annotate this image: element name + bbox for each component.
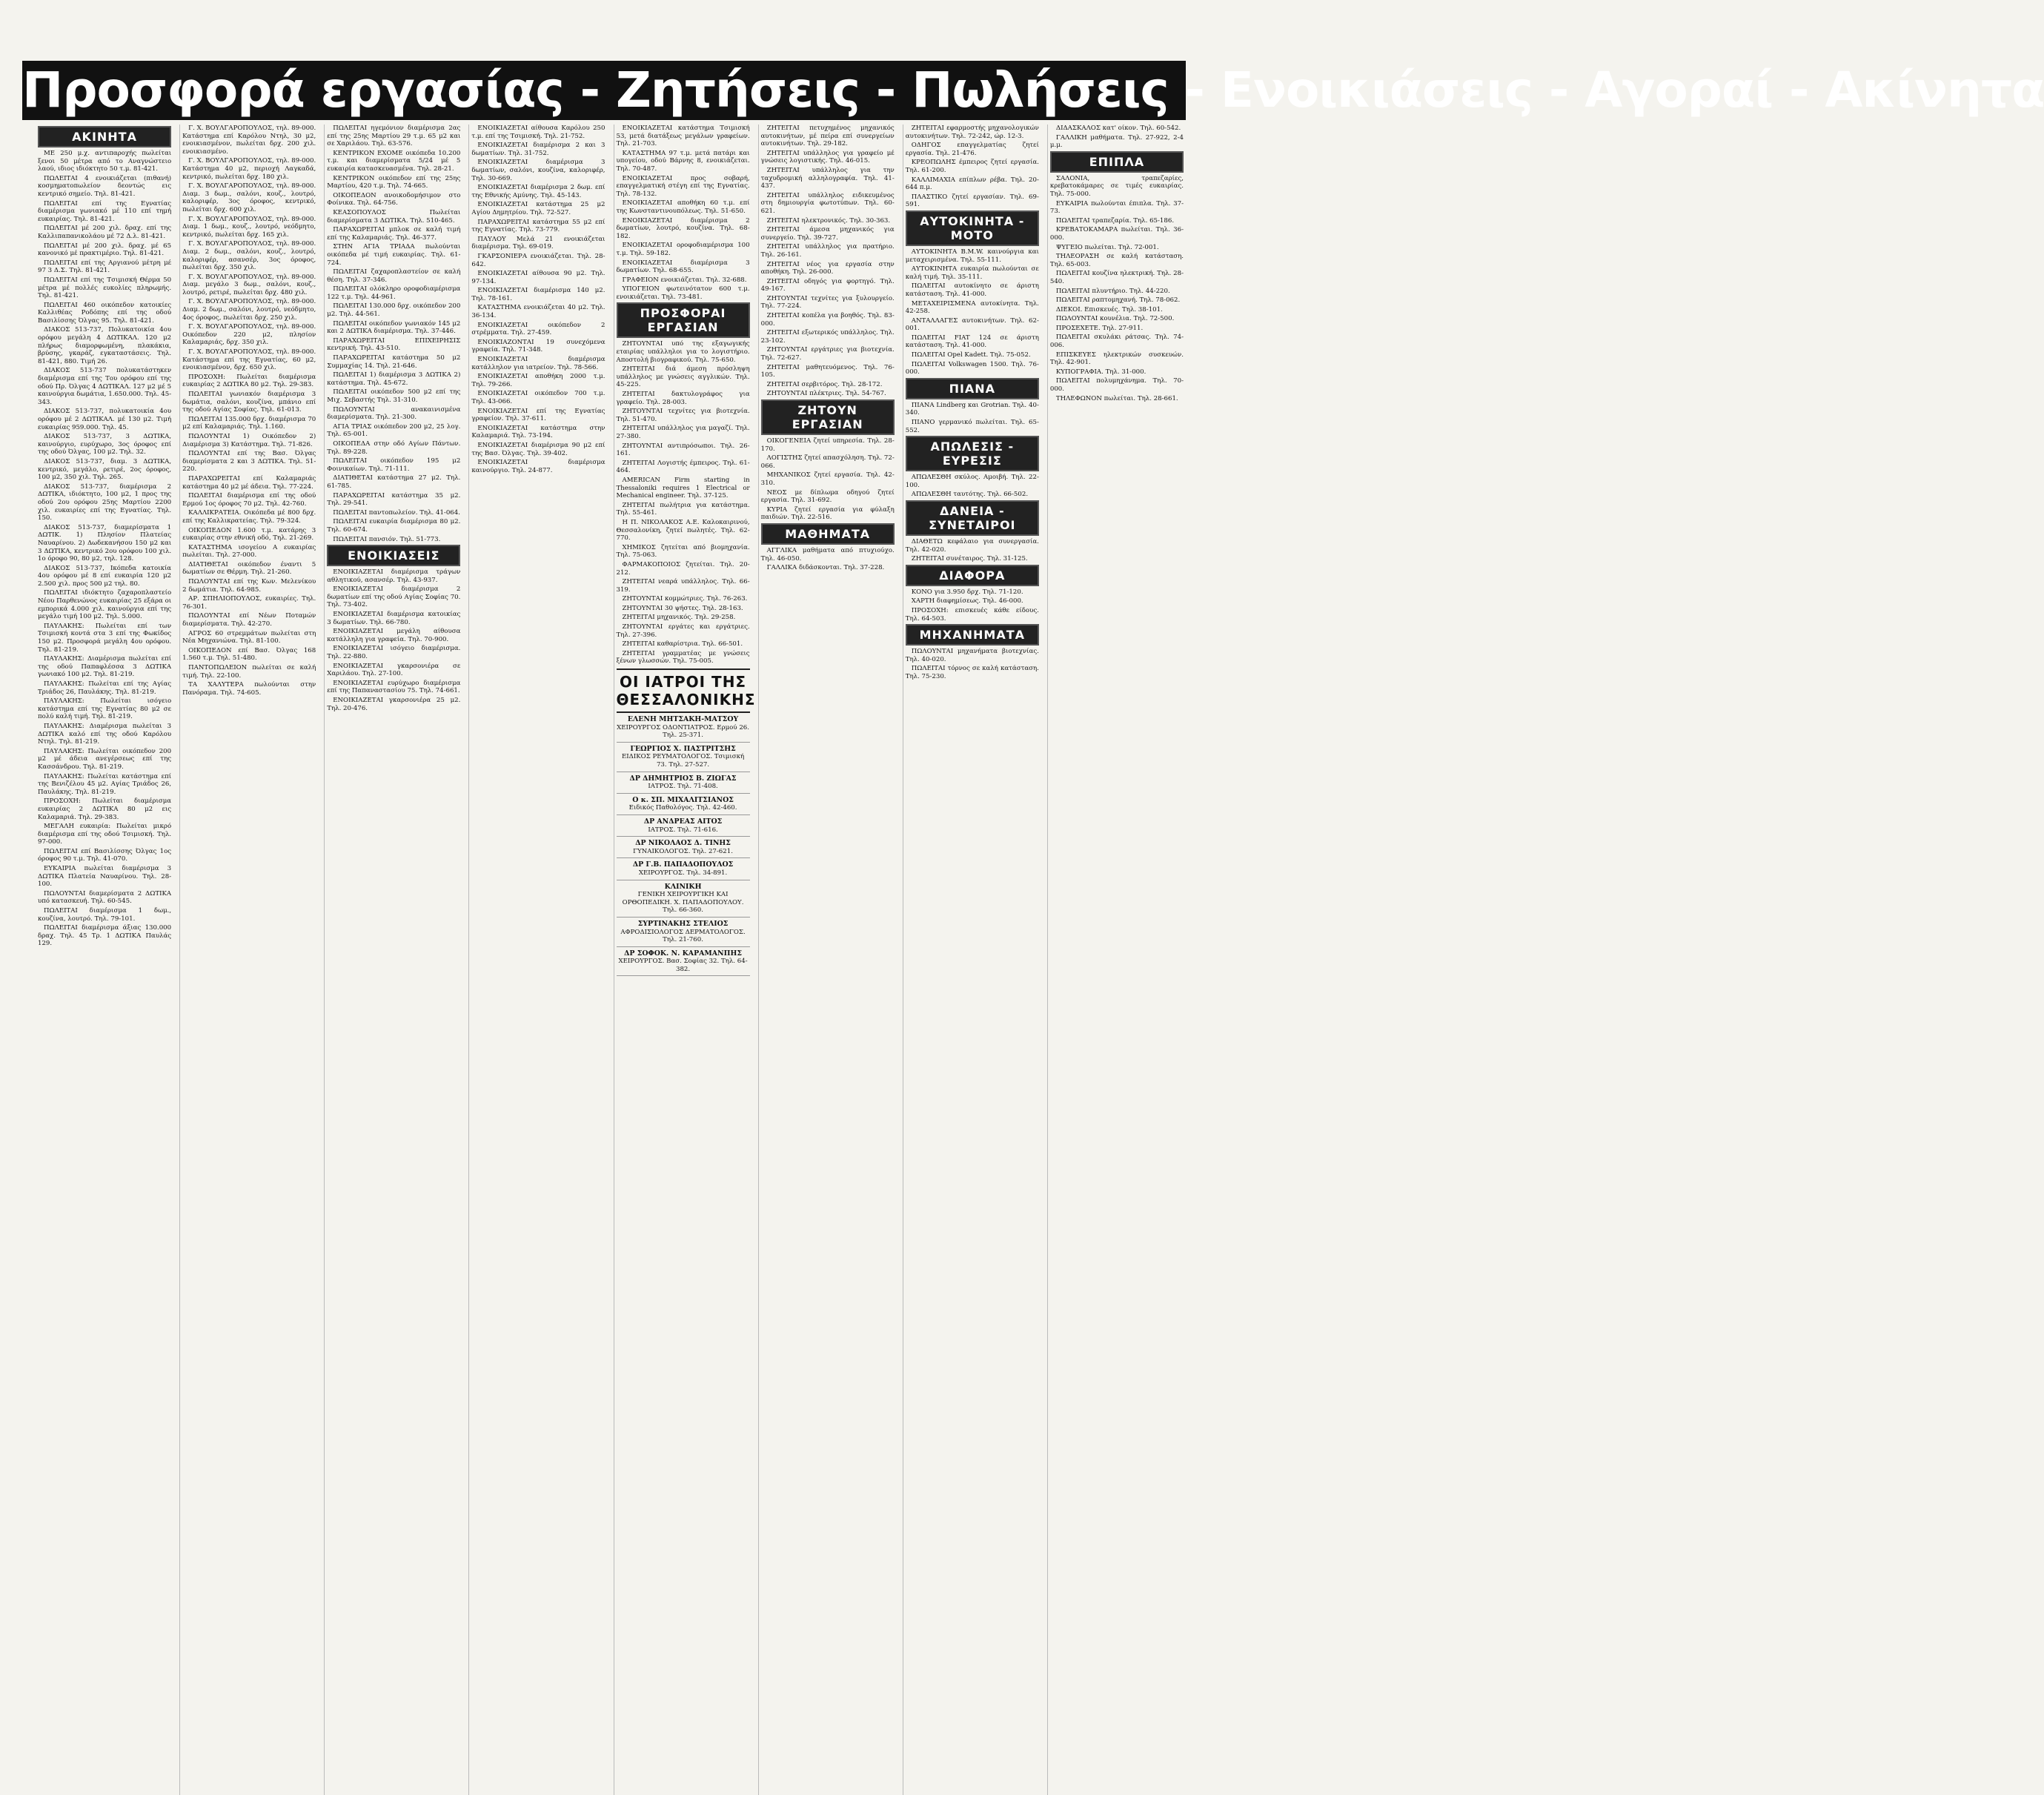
classified-ad: ΠΡΟΣΟΧΗ: Πωλείται διαμέρισμα ευκαιρίας 2 ΔΩΤΙΚΑ 80 μ2 εις Καλαμαριά. Τηλ. 29-383. bbox=[38, 797, 172, 821]
doctor-name: ΣΥΡΤΙΝΑΚΗΣ ΣΤΕΛΙΟΣ bbox=[637, 919, 729, 928]
classified-ad: ΠΩΛΕΙΤΑΙ 130.000 δρχ. οικόπεδον 200 μ2. Τηλ. 44-561. bbox=[327, 302, 461, 319]
section-heading: ΑΠΩΛΕΣΙΣ - ΕΥΡΕΣΙΣ bbox=[906, 436, 1039, 471]
classified-ad: ΕΝΟΙΚΙΑΖΕΤΑΙ διαμέρισμα καινούργιο. Τηλ. 24-877. bbox=[471, 459, 605, 474]
classified-ad: Η Π. ΝΙΚΟΛΑΚΟΣ Α.Ε. Καλοκαιρινού, Θεσσαλονίκη, ζητεί πωλητές. Τηλ. 62-770. bbox=[616, 518, 750, 543]
doctor-name: ΔΡ ΝΙΚΟΛΑΟΣ Δ. ΤΙΝΗΣ bbox=[635, 839, 731, 848]
column bbox=[903, 125, 1041, 1795]
classified-ad: ΠΙΑΝΑ Lindberg και Grotrian. Τηλ. 40-340. bbox=[905, 401, 1039, 417]
classified-ad: ΧΑΡΤΗ διαφημίσεως. Τηλ. 46-000. bbox=[911, 597, 1023, 605]
classified-ad: ΕΝΟΙΚΙΑΖΕΤΑΙ οροφοδιαμέρισμα 100 τ.μ. Τηλ. 59-182. bbox=[616, 242, 750, 257]
classified-ad: ΚΕΝΤΡΙΚΟΝ ΕΧΟΜΕ οικόπεδα 10.200 τ.μ. και διαμερίσματα 5/24 μέ 5 ευκαιρία κατασκευασμένα. Τηλ. 28-21. bbox=[327, 149, 461, 173]
classified-ad: ΠΩΛΕΙΤΑΙ παντοπωλείον. Τηλ. 41-064. bbox=[333, 508, 460, 517]
classified-ad: ΜΕΓΑΛΗ ευκαιρία: Πωλείται μικρό διαμέρισμα επί της οδού Τσιμισκή. Τηλ. 97-000. bbox=[38, 823, 172, 846]
classified-ad: ΠΙΑΝΟ γερμανικό πωλείται. Τηλ. 65-552. bbox=[905, 419, 1039, 434]
classified-ad: ΑΠΩΛΕΣΘΗ ταυτότης. Τηλ. 66-502. bbox=[911, 491, 1029, 499]
doctor-listing bbox=[617, 950, 750, 977]
classified-ad: ΕΝΟΙΚΙΑΖΕΤΑΙ διαμέρισμα κατάλληλον για ιατρείον. Τηλ. 78-566. bbox=[471, 356, 605, 371]
section-heading: ΔΙΑΦΟΡΑ bbox=[906, 565, 1039, 586]
doctor-listing bbox=[617, 883, 750, 918]
masthead-title: Προσφορά εργασίας - Ζητήσεις - Πωλήσεις - Ενοικιάσεις - Αγοραί - Ακίνητα bbox=[22, 62, 2044, 119]
classified-ad: ΟΙΚΟΓΕΝΕΙΑ ζητεί υπηρεσία. Τηλ. 28-170. bbox=[760, 437, 895, 453]
classified-ad: ΖΗΤΕΙΤΑΙ εξωτερικός υπάλληλος. Τηλ. 23-102. bbox=[760, 329, 895, 345]
classified-ad: ΖΗΤΕΙΤΑΙ δακτυλογράφος για γραφείο. Τηλ. 28-003. bbox=[616, 391, 750, 406]
classified-ad: ΠΩΛΟΥΝΤΑΙ επί της Βασ. Όλγας διαμερίσματα 2 και 3 ΔΩΤΙΚΑ. Τηλ. 51-220. bbox=[182, 450, 316, 474]
classified-ad: ΕΝΟΙΚΙΑΖΕΤΑΙ γκαρσονιέρα σε Χαριλάου. Τηλ. 27-100. bbox=[327, 662, 461, 678]
masthead-banner bbox=[22, 61, 2044, 120]
classified-ad: ΟΙΚΟΠΕΔΑ στην οδό Αγίων Πάντων. Τηλ. 89-228. bbox=[327, 439, 461, 456]
classified-ad: ΠΑΡΑΧΩΡΕΙΤΑΙ κατάστημα 50 μ2 Συμμαχίας 14. Τηλ. 21-646. bbox=[327, 354, 461, 370]
classified-ad: Γ. Χ. ΒΟΥΛΓΑΡΟΠΟΥΛΟΣ, τηλ. 89-000. Διαμ. μεγάλο 3 δωμ., σαλόνι, κουζ., λουτρό, ρετιρέ, πωλείται δρχ. 480 χιλ. bbox=[182, 273, 316, 296]
classified-ad: ΖΗΤΕΙΤΑΙ Λογιστής έμπειρος. Τηλ. 61-464. bbox=[616, 459, 750, 475]
classified-ad: Γ. Χ. ΒΟΥΛΓΑΡΟΠΟΥΛΟΣ, τηλ. 89-000. Διαμ. 1 δωμ., κουζ., λουτρό, νεόδμητο, κεντρικό, πωλείται δρχ. 165 χιλ. bbox=[182, 215, 316, 239]
classified-ad: ΑΓΓΛΙΚΑ μαθήματα από πτυχιούχο. Τηλ. 46-050. bbox=[760, 546, 895, 563]
doctor-details: ΧΕΙΡΟΥΡΓΟΣ. Βασ. Σοφίας 32. Τηλ. 64-382. bbox=[618, 958, 748, 973]
classified-ad: ΚΑΤΑΣΤΗΜΑ ενοικιάζεται 40 μ2. Τηλ. 36-134. bbox=[471, 304, 605, 320]
section-heading: ΜΗΧΑΝΗΜΑΤΑ bbox=[906, 624, 1039, 646]
column bbox=[1047, 125, 1186, 1795]
classified-ad: ΕΝΟΙΚΙΑΖΕΤΑΙ προς σοβαρή, επαγγελματική στέγη επί της Εγνατίας. Τηλ. 78-132. bbox=[616, 174, 750, 198]
classified-ad: ΖΗΤΟΥΝΤΑΙ τεχνίτες για ξυλουργείο. Τηλ. 77-224. bbox=[760, 294, 895, 311]
classified-ad: ΕΝΟΙΚΙΑΖΕΤΑΙ κατάστημα Τσιμισκή 53, μετά διατάξεως μεγάλων γραφείων. Τηλ. 21-703. bbox=[616, 125, 750, 148]
classified-ad: ΠΩΛΕΙΤΑΙ διαμέρισμα 1 δωμ., κουζίνα, λουτρό. Τηλ. 79-101. bbox=[38, 907, 172, 923]
classified-columns bbox=[36, 125, 1186, 1795]
classified-ad: ΠΩΛΕΙΤΑΙ επί της Τσιμισκή Θέρμα 50 μέτρα μέ πολλές ευκολίες πληρωμής. Τηλ. 81-421. bbox=[38, 276, 172, 300]
section-heading: ΠΙΑΝΑ bbox=[906, 378, 1039, 399]
doctor-details: ΧΕΙΡΟΥΡΓΟΣ ΟΔΟΝΤΙΑΤΡΟΣ. Ερμού 26. Τηλ. 25-371. bbox=[617, 723, 749, 740]
classified-ad: ΑΥΤΟΚΙΝΗΤΑ ευκαιρία πωλούνται σε καλή τιμή. Τηλ. 35-111. bbox=[905, 265, 1039, 281]
column bbox=[468, 125, 607, 1795]
classified-ad: ΤΑ ΧΑΛΥΤΕΡΑ πωλούνται στην Πανόραμα. Τηλ. 74-605. bbox=[182, 681, 316, 697]
doctor-name: ΕΛΕΝΗ ΜΗΤΣΑΚΗ-ΜΑΤΣΟΥ bbox=[627, 715, 739, 724]
classified-ad: ΠΩΛΕΙΤΑΙ διαμέρισμα άξιας 130.000 δραχ. Τηλ. 45 Τρ. 1 ΔΩΤΙΚΑ Παυλάς 129. bbox=[38, 924, 172, 948]
classified-ad: ΠΩΛΟΥΝΤΑΙ επί της Κων. Μελενίκου 2 δωμάτια. Τηλ. 64-985. bbox=[182, 578, 316, 594]
classified-ad: ΔΙΑΘΕΤΩ κεφάλαιο για συνεργασία. Τηλ. 42-020. bbox=[905, 538, 1039, 554]
classified-ad: ΠΑΡΑΧΩΡΕΙΤΑΙ μπλοκ σε καλή τιμή επί της Καλαμαριάς. Τηλ. 46-377. bbox=[327, 226, 461, 242]
classified-ad: ΕΠΙΣΚΕΥΕΣ ηλεκτρικών συσκευών. Τηλ. 42-901. bbox=[1049, 351, 1184, 367]
classified-ad: ΠΑΡΑΧΩΡΕΙΤΑΙ ΕΠΙΧΕΙΡΗΣΙΣ κεντρική. Τηλ. 43-510. bbox=[327, 336, 461, 353]
classified-ad: ΖΗΤΕΙΤΑΙ σερβιτόρος. Τηλ. 28-172. bbox=[766, 380, 883, 388]
classified-ad: ΠΩΛΕΙΤΑΙ ζαχαροπλαστείον σε καλή θέση. Τηλ. 37-346. bbox=[327, 268, 461, 284]
classified-ad: ΔΙΑΚΟΣ 513-737, Πολυκατοικία 4ου ορόφου μεγάλη 4 ΔΩΤΙΚΑΛ. 120 μ2 πλήρως διαμορφωμένη, πλακάκια, βρύσης, γκαράζ, εγκαταστάσεις. Τηλ. 81-421, 880. Τιμή 26. bbox=[38, 326, 172, 365]
classified-ad: ΖΗΤΕΙΤΑΙ κοπέλα για βοηθός. Τηλ. 83-000. bbox=[760, 312, 895, 328]
classified-ad: ΤΗΛΕΟΡΑΣΗ σε καλή κατάσταση. Τηλ. 65-003. bbox=[1049, 253, 1184, 268]
classified-ad: ΔΙΑΚΟΣ 513-737, διαμέρισμα 2 ΔΩΤΙΚΑ, ιδιόκτητο, 100 μ2, 1 προς της οδού 2ου ορόφου 25ης Μαρτίου 2200 χιλ. ευκαιρίες επί της Εγνατίας. Τηλ. 150. bbox=[38, 482, 172, 522]
classified-ad: ΠΩΛΟΥΝΤΑΙ διαμερίσματα 2 ΔΩΤΙΚΑ υπό κατασκευή. Τηλ. 60-545. bbox=[38, 889, 172, 906]
classified-ad: ΠΩΛΕΙΤΑΙ επί της Αργιανού μέτρη μέ 97 3 Δ.Σ. Τηλ. 81-421. bbox=[38, 259, 172, 275]
classified-ad: ΚΟΝΟ για 3.950 δρχ. Τηλ. 71-120. bbox=[911, 588, 1023, 596]
classified-ad: ΦΑΡΜΑΚΟΠΟΙΟΣ ζητείται. Τηλ. 20-212. bbox=[616, 560, 750, 577]
classified-ad: ΖΗΤΟΥΝΤΑΙ υπό της εξαγωγικής εταιρίας υπάλληλοι για το λογιστήριο. Αποστολή βιογραφικού. Τηλ. 75-650. bbox=[616, 340, 750, 364]
classified-ad: ΚΑΛΛΙΜΑΧΙΑ επίπλων ρέβα. Τηλ. 20-644 π.μ. bbox=[905, 176, 1039, 192]
classified-ad: ΕΝΟΙΚΙΑΖΟΝΤΑΙ 19 συνεχόμενα γραφεία. Τηλ. 71-348. bbox=[471, 338, 605, 354]
classified-ad: ΠΩΛΕΙΤΑΙ οικόπεδον 195 μ2 Φοινικαίων. Τηλ. 71-111. bbox=[327, 457, 461, 473]
column bbox=[179, 125, 318, 1795]
doctors-heading: ΟΙ ΙΑΤΡΟΙ ΤΗΣ ΘΕΣΣΑΛΟΝΙΚΗΣ bbox=[617, 668, 750, 713]
classified-ad: ΠΩΛΕΙΤΑΙ μέ 200 χιλ. δραχ. επί της Καλλιπαπανικολάου μέ 72 Δ.λ. 81-421. bbox=[38, 225, 172, 240]
classified-ad: ΖΗΤΕΙΤΑΙ οδηγός για φορτηγό. Τηλ. 49-167. bbox=[760, 277, 895, 293]
classified-ad: AMERICAN Firm starting in Thessaloniki requires 1 Electrical or Mechanical engineer. Tηλ. 37-125. bbox=[616, 476, 750, 500]
classified-ad: Γ. Χ. ΒΟΥΛΓΑΡΟΠΟΥΛΟΣ, τηλ. 89-000. Οικόπεδον 220 μ2, πλησίον Καλαμαριάς, δρχ. 350 χιλ. bbox=[182, 323, 316, 347]
doctor-details: ΑΦΡΟΔΙΣΙΟΛΟΓΟΣ ΔΕΡΜΑΤΟΛΟΓΟΣ. Τηλ. 21-760. bbox=[620, 928, 746, 944]
classified-ad: ΕΝΟΙΚΙΑΖΕΤΑΙ διαμέρισμα 2 δωμ. επί της Εθνικής Αμύνης. Τηλ. 45-143. bbox=[471, 184, 605, 199]
classified-ad: Γ. Χ. ΒΟΥΛΓΑΡΟΠΟΥΛΟΣ, τηλ. 89-000. Διαμ. 3 δωμ., σαλόνι, κουζ., λουτρό, καλοριφέρ, 3ος όροφος, κεντρικό, πωλείται δρχ. 600 χιλ. bbox=[182, 182, 316, 213]
classified-ad: ΖΗΤΕΙΤΑΙ μηχανικός. Τηλ. 29-258. bbox=[622, 614, 736, 622]
classified-ad: ΠΩΛΕΙΤΑΙ ευκαιρία διαμέρισμα 80 μ2. Τηλ. 60-674. bbox=[327, 518, 461, 534]
classified-ad: ΖΗΤΟΥΝΤΑΙ εργάτες και εργάτριες. Τηλ. 27-396. bbox=[616, 623, 750, 639]
doctor-listing bbox=[617, 818, 750, 837]
classified-ad: ΑΝΤΑΛΛΑΓΕΣ αυτοκινήτων. Τηλ. 62-001. bbox=[905, 316, 1039, 333]
classified-ad: Γ. Χ. ΒΟΥΛΓΑΡΟΠΟΥΛΟΣ, τηλ. 89-000. Διαμ. 2 δωμ., σαλόνι, λουτρό, νεόδμητο, 4ος όροφος, πωλείται δρχ. 250 χιλ. bbox=[182, 298, 316, 322]
doctor-name: ΔΡ ΔΗΜΗΤΡΙΟΣ Β. ΖΙΩΓΑΣ bbox=[629, 774, 737, 783]
classified-ad: ΣΤΗΝ ΑΓΙΑ ΤΡΙΑΔΑ πωλούνται οικόπεδα μέ τιμή ευκαιρίας. Τηλ. 61-724. bbox=[327, 243, 461, 267]
classified-ad: ΔΙΑΚΟΣ 513-737 πολυκατάστηκεν διαμέρισμα επί της Του ορόφου επί της οδού Πρ. Όλγας 4 ΔΩΤΙΚΑΛ. 127 μ2 μέ 5 καινούργια δωμάτια, 1.650.000. Τηλ. 45-343. bbox=[38, 367, 172, 406]
classified-ad: ΧΗΜΙΚΟΣ ζητείται από βιομηχανία. Τηλ. 75-063. bbox=[616, 543, 750, 560]
classified-ad: ΠΑΡΑΧΩΡΕΙΤΑΙ επί Καλαμαριάς κατάστημα 40 μ2 μέ άδεια. Τηλ. 77-224. bbox=[182, 474, 316, 491]
classified-ad: ΔΙΑΤΙΘΕΤΑΙ οικόπεδον έναντι 5 δωματίων σε Θέρμη. Τηλ. 21-260. bbox=[182, 560, 316, 577]
classified-ad: ΜΕ 250 μ.χ. αντιπαροχής πωλείται ξενοι 50 μέτρα από το Αναγνώστειο λαού, ιδιος ιδιόκτητο 50 τ.μ. 81-421. bbox=[38, 150, 172, 173]
doctor-name: ΔΡ ΑΝΔΡΕΑΣ ΑΙΤΟΣ bbox=[643, 817, 723, 826]
classified-ad: ΔΙΕΚΟΙ. Επισκευές. Τηλ. 38-101. bbox=[1055, 305, 1163, 313]
section-heading: ΑΥΤΟΚΙΝΗΤΑ - ΜΟΤΟ bbox=[906, 210, 1039, 246]
doctor-details: ΙΑΤΡΟΣ. Τηλ. 71-616. bbox=[648, 826, 718, 834]
classified-ad: ΠΑΝΤΟΠΩΛΕΙΟΝ πωλείται σε καλή τιμή. Τηλ. 22-100. bbox=[182, 664, 316, 680]
doctor-listing bbox=[617, 840, 750, 858]
classified-ad: ΜΕΤΑΧΕΙΡΙΣΜΕΝΑ αυτοκίνητα. Τηλ. 42-258. bbox=[905, 299, 1039, 316]
classified-ad: ΠΩΛΕΙΤΑΙ κουζίνα ηλεκτρική. Τηλ. 28-540. bbox=[1049, 270, 1184, 285]
section-heading: ΕΠΙΠΛΑ bbox=[1050, 151, 1184, 173]
classified-ad: ΟΙΚΟΠΕΔΟΝ επί Βασ. Όλγας 168 1.560 τ.μ. Τηλ. 51-480. bbox=[182, 646, 316, 663]
classified-ad: ΕΝΟΙΚΙΑΖΕΤΑΙ ισόγειο διαμέρισμα. Τηλ. 22-880. bbox=[327, 645, 461, 661]
classified-ad: ΠΩΛΕΙΤΑΙ Opel Kadett. Τηλ. 75-052. bbox=[911, 351, 1031, 359]
classified-ad: ΖΗΤΕΙΤΑΙ καθαρίστρια. Τηλ. 66-501. bbox=[622, 640, 743, 648]
classified-ad: ΠΩΛΕΙΤΑΙ πλυντήριο. Τηλ. 44-220. bbox=[1055, 287, 1170, 295]
classified-ad: ΓΑΛΛΙΚΑ διδάσκονται. Τηλ. 37-228. bbox=[766, 564, 885, 572]
classified-ad: ΚΥΡΙΑ ζητεί εργασία για φύλαξη παιδιών. Τηλ. 22-516. bbox=[760, 505, 895, 522]
classified-ad: ΠΑΡΑΧΩΡΕΙΤΑΙ κατάστημα 35 μ2. Τηλ. 29-541. bbox=[327, 491, 461, 508]
doctor-listing bbox=[617, 746, 750, 772]
classified-ad: ΖΗΤΟΥΝΤΑΙ πλέκτριες. Τηλ. 54-767. bbox=[766, 390, 886, 398]
column bbox=[758, 125, 897, 1795]
classified-ad: ΠΩΛΕΙΤΑΙ 460 οικόπεδον κατοικίες Καλλιθέας Ροδόπης επί της οδού Βασιλίσσης Όλγας 95. Τηλ. 81-421. bbox=[38, 301, 172, 325]
classified-ad: ΠΩΛΕΙΤΑΙ 4 ενοικιάζεται (πιθανή) κοσμηματοπωλείον δεοντώς εις κεντρικό σημείο. Τηλ. 81-421. bbox=[38, 174, 172, 198]
classified-ad: ΑΥΤΟΚΙΝΗΤΑ Β.Μ.W. καινούργια και μεταχειρισμένα. Τηλ. 55-111. bbox=[905, 248, 1039, 264]
doctor-listing bbox=[617, 861, 750, 880]
classified-ad: ΠΩΛΕΙΤΑΙ ηγεμόνιον διαμέρισμα 2ας επί της 25ης Μαρτίου 29 τ.μ. 65 μ2 και σε Χαριλάου. Τηλ. 63-576. bbox=[327, 125, 461, 148]
classified-ad: ΕΝΟΙΚΙΑΖΕΤΑΙ επί της Εγνατίας γραφείον. Τηλ. 37-611. bbox=[471, 407, 605, 423]
classified-ad: ΜΗΧΑΝΙΚΟΣ ζητεί εργασία. Τηλ. 42-310. bbox=[760, 471, 895, 487]
classified-ad: ΖΗΤΕΙΤΑΙ υπάλληλος για πρατήριο. Τηλ. 26-161. bbox=[760, 243, 895, 259]
section-heading: ΑΚΙΝΗΤΑ bbox=[38, 126, 171, 147]
classified-ad: ΠΑΥΛΟΥ Μελά 21 ενοικιάζεται διαμέρισμα. Τηλ. 69-019. bbox=[471, 235, 605, 251]
classified-ad: ΠΩΛΕΙΤΑΙ τραπεζαρία. Τηλ. 65-186. bbox=[1055, 216, 1175, 225]
classified-ad: ΔΙΑΚΟΣ 513-737, διαμερίσματα 1 ΔΩΤΙΚ. 1) Πλησίον Πλατείας Ναυαρίνου. 2) Δωδεκανήσου 150 μ2 και 3 ΔΩΤΙΚΑ, κεντρικό 2ου ορόφου 100 χιλ. 1ο όροφο 90, 80 μ2, τηλ. 128. bbox=[38, 523, 172, 563]
classified-ad: ΠΑΥΛΑΚΗΣ: Πωλείται ισόγειο κατάστημα επί της Εγνατίας 80 μ2 σε πολύ καλή τιμή. Τηλ. 81-219. bbox=[38, 697, 172, 721]
classified-ad: ΖΗΤΕΙΤΑΙ υπάλληλος για την ταχυδρομική αλληλογραφία. Τηλ. 41-437. bbox=[760, 166, 895, 190]
classified-ad: ΠΩΛΕΙΤΑΙ σκυλάκι ράτσας. Τηλ. 74-006. bbox=[1049, 334, 1184, 350]
classified-ad: ΝΕΟΣ με δίπλωμα οδηγού ζητεί εργασία. Τηλ. 31-692. bbox=[760, 488, 895, 505]
classified-ad: ΠΩΛΟΥΝΤΑΙ επί Νέων Ποταμών διαμερίσματα. Τηλ. 42-270. bbox=[182, 612, 316, 628]
classified-ad: ΕΝΟΙΚΙΑΖΕΤΑΙ μεγάλη αίθουσα κατάλληλη για γραφεία. Τηλ. 70-900. bbox=[327, 628, 461, 643]
classified-ad: ΠΩΛΕΙΤΑΙ οικόπεδον γωνιακόν 145 μ2 και 2 ΔΩΤΙΚΑ διαμέρισμα. Τηλ. 37-446. bbox=[327, 319, 461, 336]
doctor-name: ΔΡ Γ.Β. ΠΑΠΑΔΟΠΟΥΛΟΣ bbox=[632, 860, 734, 869]
classified-ad: ΕΝΟΙΚΙΑΖΕΤΑΙ διαμέρισμα 90 μ2 επί της Βασ. Όλγας. Τηλ. 39-402. bbox=[471, 441, 605, 457]
classified-ad: ΕΝΟΙΚΙΑΖΕΤΑΙ οικόπεδον 700 τ.μ. Τηλ. 43-066. bbox=[471, 390, 605, 405]
classified-ad: ΨΥΓΕΙΟ πωλείται. Τηλ. 72-001. bbox=[1055, 243, 1159, 251]
classified-ad: ΕΝΟΙΚΙΑΖΕΤΑΙ αποθήκη 60 τ.μ. επί της Κωνσταντινουπόλεως. Τηλ. 51-650. bbox=[616, 199, 750, 215]
classified-ad: ΠΩΛΕΙΤΑΙ FIAT 124 σε άριστη κατάσταση. Τηλ. 41-000. bbox=[905, 334, 1039, 350]
classified-ad: ΖΗΤΕΙΤΑΙ νέος για εργασία στην αποθήκη. Τηλ. 26-000. bbox=[760, 260, 895, 276]
classified-ad: ΖΗΤΕΙΤΑΙ συνέταιρος. Τηλ. 31-125. bbox=[911, 555, 1028, 563]
classified-ad: ΠΩΛΟΥΝΤΑΙ μηχανήματα βιοτεχνίας. Τηλ. 40-020. bbox=[905, 648, 1039, 663]
classified-ad: ΕΝΟΙΚΙΑΖΕΤΑΙ διαμέρισμα 2 δωματίων, λουτρό, κουζίνα. Τηλ. 68-182. bbox=[616, 216, 750, 240]
classified-ad: ΠΑΥΛΑΚΗΣ: Διαμέρισμα πωλείται 3 ΔΩΤΙΚΑ καλό επί της οδού Καρόλου Ντηλ. Τηλ. 81-219. bbox=[38, 722, 172, 746]
classified-ad: Γ. Χ. ΒΟΥΛΓΑΡΟΠΟΥΛΟΣ, τηλ. 89-000. Κατάστημα επί της Εγνατίας, 60 μ2, ενοικιασμένον, δρχ. 650 χιλ. bbox=[182, 348, 316, 372]
classified-ad: ΠΩΛΟΥΝΤΑΙ 1) Οικόπεδον 2) Διαμέρισμα 3) Κατάστημα. Τηλ. 71-826. bbox=[182, 432, 316, 448]
classified-ad: ΠΛΑΣΤΙΚΟ ζητεί εργασίαν. Τηλ. 69-591. bbox=[905, 193, 1039, 209]
classified-ad: ΠΩΛΕΙΤΑΙ ιδιόκτητο ζαχαροπλαστείο Νέου Παρθενώνος ευκαιρίας 25 εξάρα οι εμπορικά 4.000 χιλ. καινούργια επί της μεγάλο τιμή 100 μ2. Τηλ. 5.000. bbox=[38, 589, 172, 621]
classified-ad: ΥΠΟΓΕΙΟΝ φωτεινότατον 600 τ.μ. ενοικιάζεται. Τηλ. 73-481. bbox=[616, 285, 750, 301]
classified-ad: ΛΟΓΙΣΤΗΣ ζητεί απασχόληση. Τηλ. 72-066. bbox=[760, 454, 895, 470]
classified-ad: ΓΚΑΡΣΟΝΙΕΡΑ ενοικιάζεται. Τηλ. 28-642. bbox=[471, 252, 605, 268]
classified-ad: ΠΩΛΕΙΤΑΙ πανσιόν. Τηλ. 51-773. bbox=[333, 535, 441, 543]
classified-ad: ΚΡΕΟΠΩΛΗΣ έμπειρος ζητεί εργασία. Τηλ. 61-200. bbox=[905, 159, 1039, 174]
classified-ad: ΠΑΥΛΑΚΗΣ: Πωλείται επί των Τσιμισκή κοντά στα 3 επί της Φωκίδος 150 μ2. Προσφορά μεγάλη 4ου ορόφου. Τηλ. 81-219. bbox=[38, 622, 172, 654]
doctor-name: ΔΡ ΣΟΦΟΚ. Ν. ΚΑΡΑΜΑΝΠΗΣ bbox=[624, 949, 742, 958]
classified-ad: Γ. Χ. ΒΟΥΛΓΑΡΟΠΟΥΛΟΣ, τηλ. 89-000. Διαμ. 2 δωμ., σαλόνι, κουζ., λουτρό, καλοριφέρ, ασανσέρ, 3ος όροφος, πωλείται δρχ. 350 χιλ. bbox=[182, 240, 316, 272]
classified-ad: ΠΡΟΣΕΧΕΤΕ. Τηλ. 27-911. bbox=[1055, 324, 1144, 332]
classified-ad: ΚΥΠΟΓΡΑΦΙΑ. Τηλ. 31-000. bbox=[1055, 368, 1147, 376]
classified-ad: ΖΗΤΟΥΝΤΑΙ εργάτριες για βιοτεχνία. Τηλ. 72-627. bbox=[760, 346, 895, 362]
classified-ad: ΠΩΛΕΙΤΑΙ επί Βασιλίσσης Όλγας 1ος όροφος 90 τ.μ. Τηλ. 41-070. bbox=[38, 847, 172, 863]
classified-ad: ΕΝΟΙΚΙΑΖΕΤΑΙ διαμέρισμα 2 και 3 δωματίων. Τηλ. 31-752. bbox=[471, 142, 605, 157]
classified-ad: ΕΝΟΙΚΙΑΖΕΤΑΙ αίθουσα 90 μ2. Τηλ. 97-134. bbox=[471, 270, 605, 285]
classified-ad: ΖΗΤΕΙΤΑΙ ηλεκτρονικός. Τηλ. 30-363. bbox=[766, 216, 891, 225]
classified-ad: ΠΩΛΟΥΝΤΑΙ ανακαινισμένα διαμερίσματα. Τηλ. 21-300. bbox=[327, 405, 461, 422]
classified-ad: ΠΑΥΛΑΚΗΣ: Πωλείται κατάστημα επί της Βενιζέλου 45 μ2. Αγίας Τριάδος 26, Παυλάκης. Τηλ. 81-219. bbox=[38, 772, 172, 796]
classified-ad: ΠΩΛΕΙΤΑΙ Volkswagen 1500. Τηλ. 76-000. bbox=[905, 360, 1039, 376]
doctor-details: ΓΕΝΙΚΗ ΧΕΙΡΟΥΡΓΙΚΗ ΚΑΙ ΟΡΘΟΠΕΔΙΚΗ. Χ. ΠΑΠΑΔΟΠΟΥΛΟΥ. Τηλ. 66-360. bbox=[622, 891, 744, 915]
classified-ad: ΖΗΤΕΙΤΑΙ άμεσα μηχανικός για συνεργείο. Τηλ. 39-727. bbox=[760, 226, 895, 242]
classified-ad: ΠΩΛΕΙΤΑΙ 135.000 δρχ. διαμέρισμα 70 μ2 επί Καλαμαριάς. Τηλ. 1.160. bbox=[182, 415, 316, 431]
classified-ad: ΕΝΟΙΚΙΑΖΕΤΑΙ διαμέρισμα κατοικίας 3 δωματίων. Τηλ. 66-780. bbox=[327, 611, 461, 626]
doctor-name: Ο κ. ΣΠ. ΜΙΧΑΛΙΤΣΙΑΝΟΣ bbox=[632, 795, 734, 804]
classified-ad: ΠΩΛΕΙΤΑΙ αυτοκίνητο σε άριστη κατάσταση. Τηλ. 41-000. bbox=[905, 282, 1039, 298]
classified-ad: ΣΑΛΟΝΙΑ, τραπεζαρίες, κρεβατοκάμαρες σε τιμές ευκαιρίας. Τηλ. 75-000. bbox=[1049, 174, 1184, 198]
classified-ad: ΑΓΡΟΣ 60 στρεμμάτων πωλείται στη Νέα Μηχανιώνα. Τηλ. 81-100. bbox=[182, 629, 316, 646]
classified-ad: ΠΑΥΛΑΚΗΣ: Πωλείται οικόπεδον 200 μ2 μέ άδεια ανεγέρσεως επί της Κασσάνδρου. Τηλ. 81-219. bbox=[38, 747, 172, 771]
classified-ad: ΑΠΩΛΕΣΘΗ σκύλος. Αμοιβή. Τηλ. 22-100. bbox=[905, 474, 1039, 489]
classified-ad: ΖΗΤΕΙΤΑΙ μαθητευόμενος. Τηλ. 76-105. bbox=[760, 363, 895, 379]
classified-ad: Γ. Χ. ΒΟΥΛΓΑΡΟΠΟΥΛΟΣ, τηλ. 89-000. Κατάστημα επί Καρόλου Ντηλ, 30 μ2, ενοικιασμένον, πωλείται δρχ. 200 χιλ. ενοικιασμένο. bbox=[182, 125, 316, 156]
classified-ad: ΖΗΤΕΙΤΑΙ διά άμεση πρόσληψη υπάλληλος με γνώσεις αγγλικών. Τηλ. 45-225. bbox=[616, 365, 750, 389]
classified-ad: ΠΡΟΣΟΧΗ: Πωλείται διαμέρισμα ευκαιρίας 2 ΔΩΤΙΚΑ 80 μ2. Τηλ. 29-383. bbox=[182, 373, 316, 389]
classified-ad: ΟΙΚΟΠΕΔΟΝ 1.600 τ.μ. κατάρης 3 ευκαιρίας στην εθνική οδό, Τηλ. 21-269. bbox=[182, 526, 316, 543]
classified-ad: ΠΩΛΕΙΤΑΙ τόρνος σε καλή κατάσταση. Τηλ. 75-230. bbox=[905, 665, 1039, 680]
classified-ad: ΚΑΤΑΣΤΗΜΑ ισογείου Α ευκαιρίας πωλείται. Τηλ. 27-000. bbox=[182, 543, 316, 560]
classified-ad: ΖΗΤΕΙΤΑΙ υπάλληλος για μαγαζί. Τηλ. 27-380. bbox=[616, 425, 750, 440]
classified-ad: ΕΝΟΙΚΙΑΖΕΤΑΙ διαμέρισμα 140 μ2. Τηλ. 78-161. bbox=[471, 287, 605, 302]
classified-ad: Γ. Χ. ΒΟΥΛΓΑΡΟΠΟΥΛΟΣ, τηλ. 89-000. Κατάστημα 40 μ2, περιοχή Λαγκαδά, κεντρικό, πωλείται δρχ. 180 χιλ. bbox=[182, 157, 316, 181]
classified-ad: ΖΗΤΟΥΝΤΑΙ 30 ψήστες. Τηλ. 28-163. bbox=[622, 604, 743, 612]
classified-ad: ΕΝΟΙΚΙΑΖΕΤΑΙ διαμέρισμα 3 δωματίων. Τηλ. 68-655. bbox=[616, 259, 750, 275]
classified-ad: ΖΗΤΕΙΤΑΙ υπάλληλος για γραφείο μέ γνώσεις λογιστικής. Τηλ. 46-015. bbox=[760, 149, 895, 165]
classified-ad: ΖΗΤΕΙΤΑΙ πωλήτρια για κατάστημα. Τηλ. 55-461. bbox=[616, 501, 750, 517]
classified-ad: ΕΝΟΙΚΙΑΖΕΤΑΙ διαμέρισμα 3 δωματίων, σαλόνι, κουζίνα, καλοριφέρ, Τηλ. 30-669. bbox=[471, 159, 605, 182]
classified-ad: ΕΝΟΙΚΙΑΖΕΤΑΙ κατάστημα στην Καλαμαριά. Τηλ. 73-194. bbox=[471, 424, 605, 440]
classified-ad: ΖΗΤΟΥΝΤΑΙ τεχνίτες για βιοτεχνία. Τηλ. 51-470. bbox=[616, 408, 750, 423]
classified-ad: ΔΙΑΤΙΘΕΤΑΙ κατάστημα 27 μ2. Τηλ. 61-785. bbox=[327, 474, 461, 490]
section-heading: ΖΗΤΟΥΝ ΕΡΓΑΣΙΑΝ bbox=[761, 399, 895, 435]
classified-ad: ΤΗΛΕΦΩΝΟΝ πωλείται. Τηλ. 28-661. bbox=[1055, 394, 1178, 402]
doctor-name: ΚΛΙΝΙΚΗ bbox=[664, 882, 702, 891]
column bbox=[614, 125, 756, 1795]
classified-ad: ΕΝΟΙΚΙΑΖΕΤΑΙ διαμέρισμα 2 δωματίων επί της οδού Αγίας Σοφίας 70. Τηλ. 73-402. bbox=[327, 585, 461, 609]
classified-ad: ΠΩΛΕΙΤΑΙ επί της Εγνατίας διαμέρισμα γωνιακό μέ 110 επί τημή ευκαιρίας. Τηλ. 81-421. bbox=[38, 199, 172, 223]
classified-ad: ΠΑΡΑΧΩΡΕΙΤΑΙ κατάστημα 55 μ2 επί της Εγνατίας. Τηλ. 73-779. bbox=[471, 218, 605, 234]
classified-ad: ΕΝΟΙΚΙΑΖΕΤΑΙ οικόπεδον 2 στρέμματα. Τηλ. 27-459. bbox=[471, 321, 605, 337]
doctor-listing bbox=[617, 920, 750, 947]
section-heading: ΔΑΝΕΙΑ - ΣΥΝΕΤΑΙΡΟΙ bbox=[906, 500, 1039, 536]
classified-ad: ΠΑΥΛΑΚΗΣ: Διαμέρισμα πωλείται επί της οδού Παπαφλέσσα 3 ΔΩΤΙΚΑ γωνιακό 100 μ2. Τηλ. 81-219. bbox=[38, 655, 172, 679]
classified-ad: ΠΩΛΕΙΤΑΙ 1) διαμέρισμα 3 ΔΩΤΙΚΑ 2) κατάστημα. Τηλ. 45-672. bbox=[327, 371, 461, 387]
section-heading: ΠΡΟΣΦΟΡΑΙ ΕΡΓΑΣΙΑΝ bbox=[617, 302, 750, 338]
classified-ad: ΔΙΑΚΟΣ 513-737, 3 ΔΩΤΙΚΑ, καινούργιο, ευρύχωρο, 3ος όροφος επί της οδού Όλγας, 100 μ2. Τηλ. 32. bbox=[38, 433, 172, 457]
classified-ad: ΖΗΤΕΙΤΑΙ νεαρά υπάλληλος. Τηλ. 66-319. bbox=[616, 578, 750, 594]
classified-ad: ΠΩΛΕΙΤΑΙ διαμέρισμα επί της οδού Ερμού 1ος όροφος 70 μ2. Τηλ. 42-760. bbox=[182, 492, 316, 508]
doctor-listing bbox=[617, 797, 750, 815]
classified-ad: ΚΡΕΒΑΤΟΚΑΜΑΡΑ πωλείται. Τηλ. 36-000. bbox=[1049, 226, 1184, 242]
column bbox=[324, 125, 462, 1795]
classified-ad: ΠΩΛΕΙΤΑΙ ολόκληρο οροφοδιαμέρισμα 122 τ.μ. Τηλ. 44-961. bbox=[327, 285, 461, 301]
classified-ad: ΠΡΟΣΟΧΗ: επισκευές κάθε είδους. Τηλ. 64-503. bbox=[905, 606, 1039, 623]
doctor-listing bbox=[617, 716, 750, 743]
classified-ad: ΠΩΛΕΙΤΑΙ ραπτομηχανή. Τηλ. 78-062. bbox=[1055, 296, 1181, 305]
classified-ad: ΑΓΙΑ ΤΡΙΑΣ οικόπεδον 200 μ2, 25 λογ. Τηλ. 65-001. bbox=[327, 422, 461, 439]
classified-ad: ΚΕΑΣΟΠΟΥΛΟΣ Πωλείται διαμερίσματα 3 ΔΩΤΙΚΑ. Τηλ. 510-465. bbox=[327, 208, 461, 225]
classified-ad: ΔΙΑΚΟΣ 513-737, πολυκατοικία 4ου ορόφου μέ 2 ΔΩΤΙΚΑΛ. μέ 130 μ2. Τιμή ευκαιρίας 959.000. Τηλ. 45. bbox=[38, 408, 172, 431]
section-heading: ΜΑΘΗΜΑΤΑ bbox=[761, 523, 895, 545]
column bbox=[36, 125, 173, 1795]
classified-ad: ΚΑΛΛΙΚΡΑΤΕΙΑ. Οικόπεδα μέ 800 δρχ. επί της Καλλικρατείας. Τηλ. 79-324. bbox=[182, 509, 316, 525]
classified-ad: ΕΝΟΙΚΙΑΖΕΤΑΙ αίθουσα Καρόλου 250 τ.μ. επί της Τσιμισκή. Τηλ. 21-752. bbox=[471, 125, 605, 140]
classified-ad: ΠΩΛΟΥΝΤΑΙ κουνέλια. Τηλ. 72-500. bbox=[1055, 315, 1175, 323]
classified-ad: ΚΕΝΤΡΙΚΟΝ οικόπεδον επί της 25ης Μαρτίου, 420 τ.μ. Τηλ. 74-665. bbox=[327, 174, 461, 190]
classified-ad: ΖΗΤΕΙΤΑΙ εφαρμοστής μηχανολογικών αυτοκινήτων. Τηλ. 72-242, ώρ. 12-3. bbox=[905, 125, 1039, 140]
classified-ad: ΠΩΛΕΙΤΑΙ μέ 200 χιλ. δραχ. μέ 65 κανονικό μέ πρακτιμέριο. Τηλ. 81-421. bbox=[38, 242, 172, 258]
doctor-details: Ειδικός Παθολόγος. Τηλ. 42-460. bbox=[628, 804, 737, 812]
classified-ad: ΠΩΛΕΙΤΑΙ γωνιακόν διαμέρισμα 3 δωμάτια, σαλόνι, κουζίνα, μπάνιο επί της οδού Αγίας Σοφίας. Τηλ. 61-013. bbox=[182, 391, 316, 414]
classified-ad: ΕΥΚΑΙΡΙΑ πωλούνται έπιπλα. Τηλ. 37-73. bbox=[1049, 199, 1184, 216]
classified-ad: ΕΝΟΙΚΙΑΖΕΤΑΙ ευρύχωρο διαμέρισμα επί της Παπαναστασίου 75. Τηλ. 74-661. bbox=[327, 679, 461, 695]
doctor-details: ΕΙΔΙΚΟΣ ΡΕΥΜΑΤΟΛΟΓΟΣ. Τσιμισκή 73. Τηλ. 27-527. bbox=[621, 753, 745, 769]
classified-ad: ΔΙΔΑΣΚΑΛΟΣ κατ' οίκον. Τηλ. 60-542. bbox=[1055, 125, 1181, 132]
classified-ad: ΖΗΤΕΙΤΑΙ υπάλληλος ειδικευμένος στη δημιουργία φωτοτύπων. Τηλ. 60-621. bbox=[760, 191, 895, 215]
classified-ad: ΖΗΤΟΥΝΤΑΙ αντιπρόσωποι. Τηλ. 26-161. bbox=[616, 442, 750, 458]
classified-ad: ΠΩΛΕΙΤΑΙ πολυμηχάνημα. Τηλ. 70-000. bbox=[1049, 377, 1184, 394]
classified-ad: ΟΔΗΓΟΣ επαγγελματίας ζητεί εργασία. Τηλ. 21-476. bbox=[905, 142, 1039, 157]
classified-ad: ΕΝΟΙΚΙΑΖΕΤΑΙ διαμέρισμα τράγων αθλητικού, ασανσέρ. Τηλ. 43-937. bbox=[327, 568, 461, 584]
classified-ad: ΓΑΛΛΙΚΗ μαθήματα. Τηλ. 27-922, 2-4 μ.μ. bbox=[1049, 133, 1184, 150]
classified-ad: ΚΑΤΑΣΤΗΜΑ 97 τ.μ. μετά πατάρι και υπογείου, οδού Βάρνης 8, ενοικιάζεται. Τηλ. 70-487. bbox=[616, 149, 750, 173]
classified-ad: ΠΩΛΕΙΤΑΙ οικόπεδον 500 μ2 επί της Μιχ. Σεβαστής Τηλ. 31-310. bbox=[327, 388, 461, 404]
classified-ad: ΔΙΑΚΟΣ 513-737, διαμ. 3 ΔΩΤΙΚΑ, κεντρικό, μεγάλο, ρετιρέ, 2ος όροφος, 100 μ2, 350 χιλ. Τηλ. 265. bbox=[38, 457, 172, 482]
classified-ad: ΕΝΟΙΚΙΑΖΕΤΑΙ γκαρσονιέρα 25 μ2. Τηλ. 20-476. bbox=[327, 697, 461, 712]
classified-ad: ΕΝΟΙΚΙΑΖΕΤΑΙ αποθήκη 2000 τ.μ. Τηλ. 79-266. bbox=[471, 373, 605, 388]
doctor-listing bbox=[617, 775, 750, 794]
doctor-details: ΙΑΤΡΟΣ. Τηλ. 71-408. bbox=[648, 783, 718, 791]
classified-ad: ΟΙΚΟΠΕΔΟΝ ανοικοδομήσιμον στο Φοίνικα. Τηλ. 64-756. bbox=[327, 191, 461, 208]
classified-ad: ΖΗΤΕΙΤΑΙ γραμματέας με γνώσεις ξένων γλωσσών. Τηλ. 75-005. bbox=[616, 649, 750, 666]
doctor-details: ΓΥΝΑΙΚΟΛΟΓΟΣ. Τηλ. 27-621. bbox=[633, 847, 733, 855]
classified-ad: ΓΡΑΦΕΙΟΝ ενοικιάζεται. Τηλ. 32-688. bbox=[622, 276, 747, 284]
classified-ad: ΕΝΟΙΚΙΑΖΕΤΑΙ κατάστημα 25 μ2 Αγίου Δημητρίου. Τηλ. 72-527. bbox=[471, 201, 605, 216]
classified-ad: ΖΗΤΕΙΤΑΙ πετυχημένος μηχανικός αυτοκινήτων, μέ πείρα επί συνεργείων αυτοκινήτων. Τηλ. 29-182. bbox=[760, 125, 895, 148]
classified-ad: ΔΙΑΚΟΣ 513-737, Ικόπεδα κατοικία 4ου ορόφου μέ 8 επί ευκαιρία 120 μ2 2.500 χιλ. προς 500 μ2 τηλ. 80. bbox=[38, 564, 172, 588]
doctor-details: ΧΕΙΡΟΥΡΓΟΣ. Τηλ. 34-891. bbox=[638, 869, 728, 877]
classified-ad: ΖΗΤΟΥΝΤΑΙ κομμώτριες. Τηλ. 76-263. bbox=[622, 595, 748, 603]
classified-ad: ΕΥΚΑΙΡΙΑ πωλείται διαμέρισμα 3 ΔΩΤΙΚΑ Πλατεία Ναυαρίνου. Τηλ. 28-100. bbox=[38, 865, 172, 889]
classified-ad: ΠΑΥΛΑΚΗΣ: Πωλείται επί της Αγίας Τριάδος 26, Παυλάκης. Τηλ. 81-219. bbox=[38, 680, 172, 696]
classified-ad: ΑΡ. ΣΠΗΛΙΟΠΟΥΛΟΣ, ευκαιρίες. Τηλ. 76-301. bbox=[182, 595, 316, 611]
section-heading: ΕΝΟΙΚΙΑΣΕΙΣ bbox=[327, 545, 460, 566]
doctor-name: ΓΕΩΡΓΙΟΣ Χ. ΠΑΣΤΡΙΤΣΗΣ bbox=[630, 744, 736, 753]
